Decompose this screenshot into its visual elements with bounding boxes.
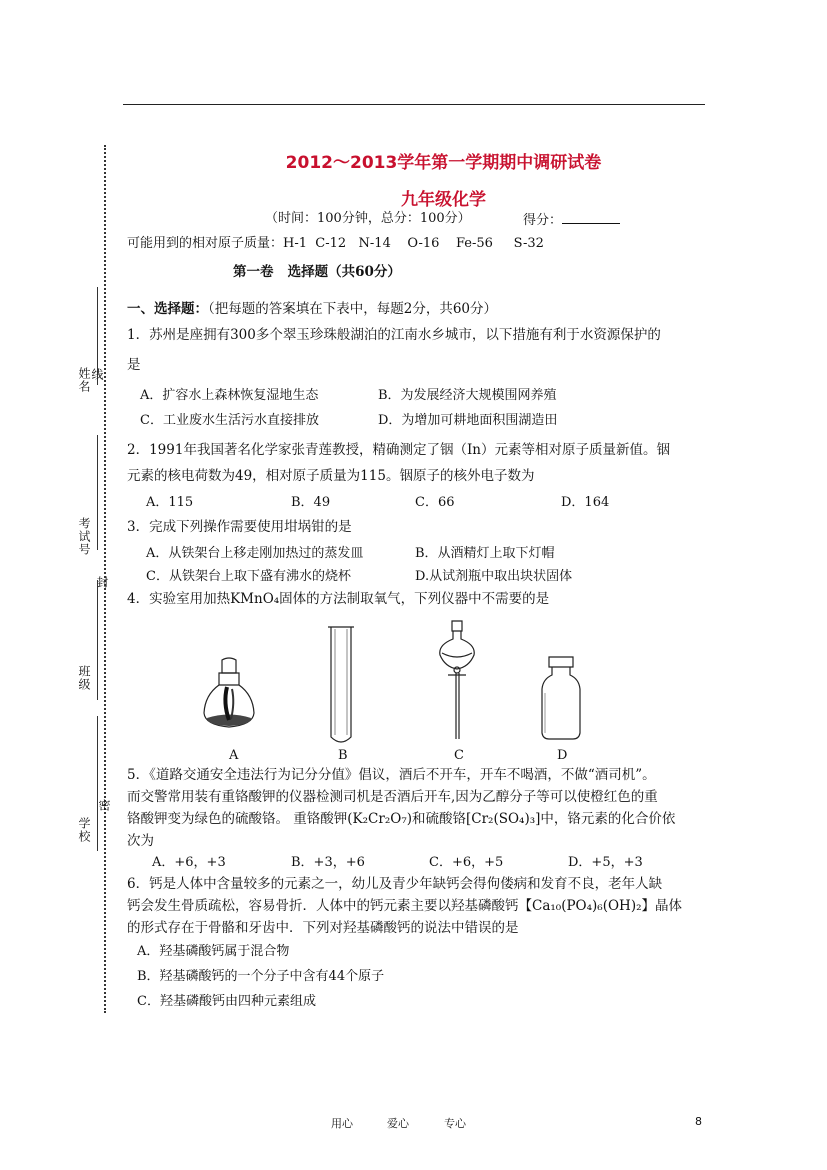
q1-stem-line1: 1．苏州是座拥有300多个翠玉珍珠般湖泊的江南水乡城市，以下措施有利于水资源保护的 bbox=[127, 327, 661, 343]
q5-stem-line1: 5．《道路交通安全违法行为记分分值》倡议，酒后不开车，开车不喝酒，不做“酒司机”。 bbox=[127, 767, 656, 783]
q2-stem-line1: 2．1991年我国著名化学家张青莲教授，精确测定了铟（In）元素等相对原子质量新值。铟 bbox=[127, 442, 670, 458]
q3-stem: 3．完成下列操作需要使用坩埚钳的是 bbox=[127, 519, 352, 535]
test-tube-icon bbox=[328, 627, 354, 742]
part-heading bbox=[127, 301, 497, 318]
q4-label-a: A bbox=[229, 748, 239, 763]
atomic-masses: 可能用到的相对原子质量：H-1 C-12 N-14 O-16 Fe-56 S-32 bbox=[127, 236, 544, 251]
alcohol-lamp-icon bbox=[204, 658, 254, 727]
q5-stem-line2: 而交警常用装有重铬酸钾的仪器检测司机是否酒后开车,因为乙醇分子等可以使橙红色的重 bbox=[127, 789, 658, 805]
time-info: （时间：100分钟，总分：100分） bbox=[265, 211, 471, 226]
q4-stem: 4．实验室用加热KMnO₄固体的方法制取氧气，下列仪器中不需要的是 bbox=[127, 591, 550, 607]
apparatus-figure bbox=[195, 615, 615, 745]
q6-stem-line1: 6．钙是人体中含量较多的元素之一，幼儿及青少年缺钙会得佝偻病和发育不良，老年人缺 bbox=[127, 876, 663, 892]
reagent-bottle-icon bbox=[542, 657, 580, 739]
score-field bbox=[523, 211, 620, 229]
seal-mi-mark: 密 bbox=[97, 799, 111, 812]
q1-option-c: C．工业废水生活污水直接排放 bbox=[140, 413, 319, 428]
q3-option-d: D.从试剂瓶中取出块状固体 bbox=[415, 569, 573, 584]
q6-option-c: C．羟基磷酸钙由四种元素组成 bbox=[137, 994, 316, 1009]
exam-no-blank-line bbox=[97, 435, 98, 550]
q6-option-a: A．羟基磷酸钙属于混合物 bbox=[137, 944, 290, 959]
q4-label-c: C bbox=[454, 748, 464, 763]
q6-stem-line3: 的形式存在于骨骼和牙齿中．下列对羟基磷酸钙的说法中错误的是 bbox=[127, 920, 519, 936]
q3-option-a: A．从铁架台上移走刚加热过的蒸发皿 bbox=[146, 546, 364, 561]
footer-motto-2: 爱心 bbox=[387, 1117, 409, 1130]
q5-option-a: A．+6，+3 bbox=[152, 855, 226, 870]
q5-option-b: B．+3，+6 bbox=[291, 855, 365, 870]
part-title: 一、选择题： bbox=[127, 301, 208, 317]
school-blank-line bbox=[97, 716, 98, 851]
q1-stem-line2: 是 bbox=[127, 357, 141, 373]
q1-option-d: D．为增加可耕地面积围湖造田 bbox=[378, 413, 558, 428]
exam-subtitle: 九年级化学 bbox=[401, 190, 486, 210]
separatory-funnel-icon bbox=[440, 621, 474, 739]
q5-stem-line4: 次为 bbox=[127, 833, 154, 849]
score-label: 得分： bbox=[523, 213, 563, 228]
seal-feng-mark: 封 bbox=[95, 576, 109, 589]
q4-label-b: B bbox=[338, 748, 348, 763]
exam-title: 2012～2013学年第一学期期中调研试卷 bbox=[285, 153, 602, 173]
q5-stem-line3: 铬酸钾变为绿色的硫酸铬。 重铬酸钾(K₂Cr₂O₇)和硫酸铬[Cr₂(SO₄)₃]中，铬元素的化合价依 bbox=[127, 811, 676, 827]
q3-option-c: C．从铁架台上取下盛有沸水的烧杯 bbox=[146, 569, 351, 584]
q3-option-b: B．从酒精灯上取下灯帽 bbox=[415, 546, 555, 561]
q6-stem-line2: 钙会发生骨质疏松，容易骨折．人体中的钙元素主要以羟基磷酸钙【Ca₁₀(PO₄)₆(OH)₂】晶体 bbox=[127, 898, 682, 914]
header-rule bbox=[123, 104, 705, 105]
q6-option-b: B．羟基磷酸钙的一个分子中含有44个原子 bbox=[137, 969, 385, 984]
q5-option-c: C．+6，+5 bbox=[429, 855, 504, 870]
footer-motto-1: 用心 bbox=[331, 1117, 353, 1130]
q4-label-d: D bbox=[557, 748, 568, 763]
q2-option-b: B．49 bbox=[291, 495, 331, 510]
q2-stem-line2: 元素的核电荷数为49，相对原子质量为115。铟原子的核外电子数为 bbox=[127, 468, 535, 484]
q2-option-a: A．115 bbox=[146, 495, 194, 510]
q5-option-d: D．+5，+3 bbox=[568, 855, 643, 870]
q2-option-c: C．66 bbox=[415, 495, 455, 510]
footer-motto-3: 专心 bbox=[444, 1117, 466, 1130]
q1-option-a: A．扩容水上森林恢复湿地生态 bbox=[140, 388, 319, 403]
name-label: 姓名 bbox=[77, 367, 91, 393]
seal-line-mark: 线 bbox=[90, 368, 104, 381]
score-blank[interactable] bbox=[562, 211, 620, 224]
class-label: 班级 bbox=[77, 665, 91, 691]
exam-no-label: 考试号 bbox=[77, 517, 91, 556]
q2-option-d: D．164 bbox=[561, 495, 610, 510]
page-number: 8 bbox=[695, 1115, 702, 1128]
class-blank-line bbox=[97, 580, 98, 700]
part-note: （把每题的答案填在下表中，每题2分，共60分） bbox=[208, 301, 498, 317]
school-label: 学校 bbox=[77, 817, 91, 843]
q1-option-b: B．为发展经济大规模围网养殖 bbox=[378, 388, 557, 403]
section-title: 第一卷 选择题（共60分） bbox=[233, 264, 401, 280]
